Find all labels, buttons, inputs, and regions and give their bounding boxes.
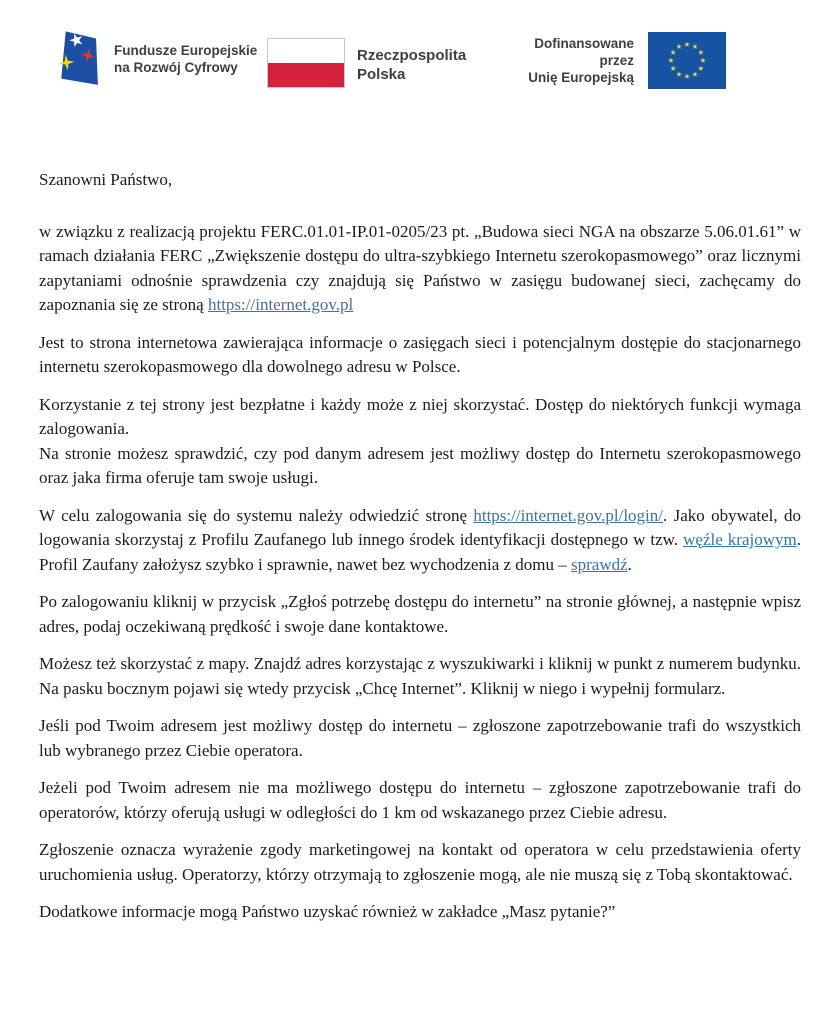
fe-logo-text	[114, 42, 257, 76]
paragraph-marketing-consent: Zgłoszenie oznacza wyrażenie zgody marketingowej na kontakt od operatora w celu przedstawienia oferty uruchomienia usług. Operatorzy, którzy otrzymają to zgłoszenie mogą, ale nie muszą się z Tobą skontaktować.	[39, 840, 801, 884]
link-sprawdz[interactable]: sprawdź	[571, 554, 628, 574]
paragraph-map-info: Możesz też skorzystać z mapy. Znajdź adres korzystając z wyszukiwarki i kliknij w punkt z numerem budynku. Na pasku bocznym pojawi się wtedy przycisk „Chcę Internet”. Kliknij w niego i wypełnij formularz.	[39, 654, 801, 698]
paragraph-about-site: Jest to strona internetowa zawierająca informacje o zasięgach sieci i potencjalnym dostępie do stacjonarnego internetu szerokopasmowego dla dowolnego adresu w Polsce.	[39, 332, 801, 376]
eu-funding-logo	[499, 32, 726, 89]
eu-flag-icon	[648, 32, 726, 89]
link-wezel-krajowy[interactable]: węźle krajowym	[683, 530, 797, 549]
poland-logo-text	[357, 46, 466, 84]
fe-logo-line2: na Rozwój Cyfrowy	[114, 60, 238, 75]
fe-logo	[55, 28, 257, 90]
paragraph-free-usage: Korzystanie z tej strony jest bezpłatne i każdy może z niej skorzystać. Dostęp do niektórych funkcji wymaga zalogowania.	[39, 394, 801, 438]
paragraph-login-info	[39, 504, 801, 578]
fe-logo-line1: Fundusze Europejskie	[114, 43, 258, 58]
paragraph-report-need: Po zalogowaniu kliknij w przycisk „Zgłoś potrzebę dostępu do internetu” na stronie głównej, a następnie wpisz adres, podaj oczekiwaną prędkość i swoje dane kontaktowe.	[39, 592, 801, 636]
login-info-text-1: W celu zalogowania się do systemu należy odwiedzić stronę	[39, 505, 474, 525]
paragraph-more-info: Dodatkowe informacje mogą Państwo uzyskać również w zakładce „Masz pytanie?”	[39, 902, 616, 921]
funding-logos-header	[0, 0, 840, 95]
paragraph-access-available: Jeśli pod Twoim adresem jest możliwy dostęp do internetu – zgłoszone zapotrzebowanie trafi do wszystkich lub wybranego przez Ciebie operatora.	[39, 716, 801, 760]
fe-flag-icon	[55, 28, 105, 90]
poland-logo-line2: Polska	[357, 66, 406, 83]
salutation: Szanowni Państwo,	[39, 170, 173, 189]
poland-logo	[267, 38, 466, 88]
eu-funding-line1: Dofinansowane przez	[534, 36, 634, 68]
paragraph-project-info	[39, 220, 801, 318]
paragraph-access-unavailable: Jeżeli pod Twoim adresem nie ma możliwego dostępu do internetu – zgłoszone zapotrzebowanie trafi do operatorów, którzy oferują usługi w odległości do 1 km od wskazanego przez Ciebie adresu.	[39, 778, 801, 822]
login-info-text-3: . Profil Zaufany założysz szybko i sprawnie, nawet bez wychodzenia z domu –	[39, 530, 801, 574]
poland-flag-icon	[267, 38, 345, 88]
paragraph-check-address: Na stronie możesz sprawdzić, czy pod danym adresem jest możliwy dostęp do Internetu szerokopasmowego oraz jaka firma oferuje tam swoje usługi.	[39, 443, 801, 487]
letter-body	[0, 168, 840, 925]
eu-funding-line2: Unię Europejską	[528, 70, 634, 85]
poland-logo-line1: Rzeczpospolita	[357, 47, 467, 64]
link-internet-gov-pl-login[interactable]: https://internet.gov.pl/login/	[473, 505, 664, 525]
paragraph-project-info-text: w związku z realizacją projektu FERC.01.01-IP.01-0205/23 pt. „Budowa sieci NGA na obszarze 5.06.01.61” w ramach działania FERC „Zwiększenie dostępu do ultra-szybkiego Internetu szerokopasmowego” oraz licznymi zapytaniami odnośnie sprawdzenia czy znajdują się Państwo w zasięgu budowanej sieci, zachęcamy do zapoznania się ze stroną	[39, 221, 801, 314]
login-info-text-4: .	[627, 554, 632, 574]
login-info-text-2: . Jako obywatel, do logowania skorzystaj z Profilu Zaufanego lub innego środek identyfikacji dostępnego w tzw.	[39, 505, 801, 549]
link-internet-gov-pl[interactable]: https://internet.gov.pl	[207, 295, 354, 314]
eu-funding-text	[499, 35, 634, 86]
